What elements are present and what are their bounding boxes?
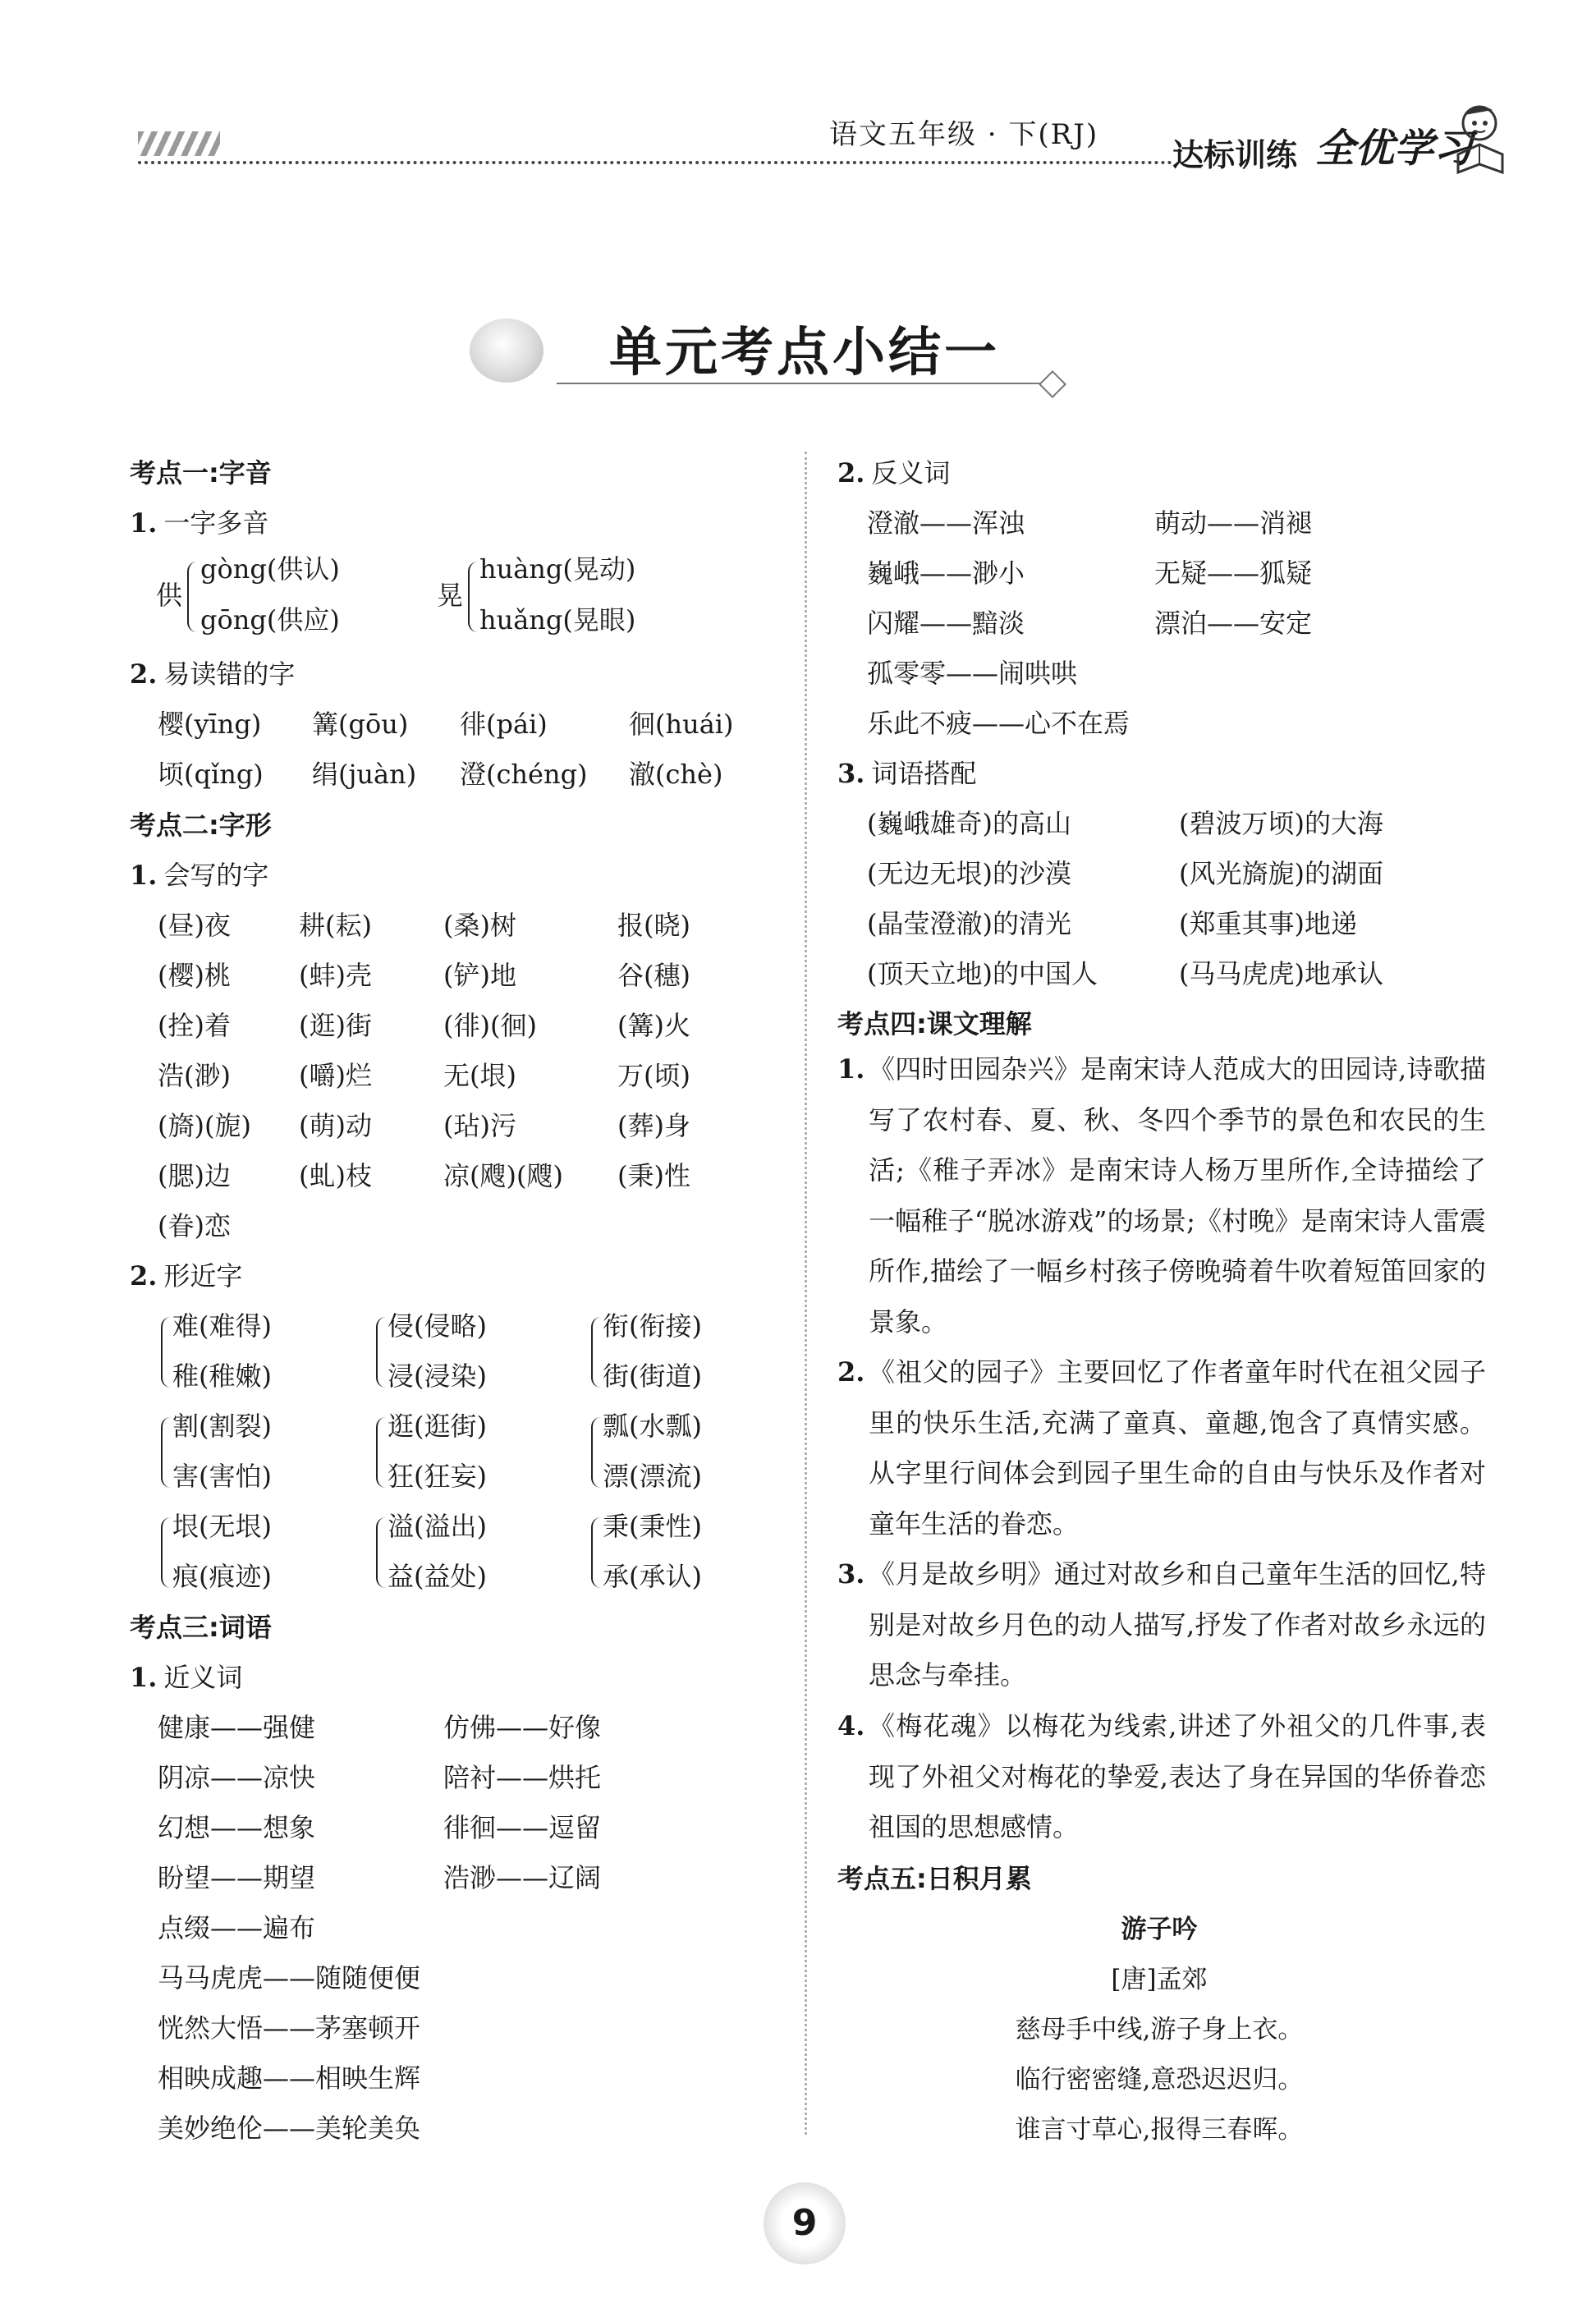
char-item: 凉(飕)(飕) [443,1160,563,1191]
similar-char: 承(承认) [603,1561,702,1592]
subheading-misread [130,654,295,691]
reading-item: 绢(juàn) [312,759,417,790]
title-diamond-ornament [1039,370,1066,398]
reading-item: 樱(yīng) [158,709,262,740]
reading-item: 徊(huái) [629,709,734,740]
subheading-label: 近义词 [163,1662,243,1693]
char-item: (蚌)壳 [299,960,372,991]
reading-item: 篝(gōu) [312,709,409,740]
poem-line: 慈母手中线,游子身上衣。 [1015,2015,1304,2044]
synonym-pair: 陪衬——烘托 [443,1762,602,1793]
char-item: 报(晓) [617,910,690,941]
similar-char: 痕(痕迹) [172,1561,272,1592]
poem-author: [唐]孟郊 [1111,1965,1208,1994]
header-series: 达标训练 [1172,137,1298,173]
similar-char: 街(街道) [603,1360,702,1392]
poem-line: 谁言寸草心,报得三春晖。 [1015,2115,1304,2145]
subheading-number: 3. [837,758,865,789]
synonym-pair: 恍然大悟——茅塞顿开 [158,2012,421,2044]
brace [376,1317,388,1388]
similar-char: 秉(秉性) [603,1511,702,1542]
similar-char: 逛(逛街) [388,1411,487,1442]
char-item: (铲)地 [443,960,516,991]
reading-item: 澈(chè) [629,759,723,790]
collocation-item: (风光旖旎)的湖面 [1179,858,1383,889]
subheading-antonyms [837,452,950,490]
antonym-pair: 漂泊——安定 [1154,608,1313,639]
antonym-pair: 巍峨——渺小 [867,557,1025,589]
subheading-label: 反义词 [871,457,951,489]
brace [376,1417,388,1488]
char-item: (拴)着 [158,1010,231,1041]
char-item: (篝)火 [617,1010,690,1041]
similar-char: 狂(狂妄) [388,1461,487,1492]
brace [591,1517,603,1588]
antonym-pair: 澄澈——浑浊 [867,507,1025,539]
synonym-pair: 相映成趣——相映生辉 [158,2062,421,2094]
page-number: 9 [764,2182,846,2264]
header-brand-logo: 全优学习 [1315,126,1474,172]
similar-char: 割(割裂) [172,1411,272,1442]
subheading-number: 2. [130,658,158,690]
char-item: (徘)(徊) [443,1010,537,1041]
char-item: (腮)边 [158,1160,231,1191]
subheading-collocation [837,753,976,791]
char-item: (樱)桃 [158,960,231,991]
subheading-similar-chars [130,1255,242,1293]
similar-char: 浸(浸染) [388,1360,487,1392]
char-item: (昼)夜 [158,910,231,941]
char-item: (嚼)烂 [299,1060,372,1091]
similar-char: 益(益处) [388,1561,487,1592]
poem-line: 临行密密缝,意恐迟迟归。 [1015,2065,1304,2094]
subheading-number: 1. [130,860,158,891]
char-item: (萌)动 [299,1110,372,1141]
title-bubble-ornament [470,319,543,383]
collocation-item: (碧波万顷)的大海 [1179,808,1383,839]
char-item: 无(垠) [443,1060,516,1091]
page-title: 单元考点小结一 [609,323,1000,383]
synonym-pair: 幻想——想象 [158,1812,316,1843]
synonym-pair: 点缀——遍布 [158,1912,316,1943]
understanding-item [837,1701,1486,1853]
antonym-pair: 无疑——狐疑 [1154,557,1313,589]
char-item: (眷)恋 [158,1210,231,1241]
subheading-polyphone [130,502,268,540]
char-item: (葬)身 [617,1110,690,1141]
pinyin-reading: huàng(晃动) [479,553,636,585]
header-dotted-rule [138,161,1172,164]
similar-char: 害(害怕) [172,1461,272,1492]
item-text: 《梅花魂》以梅花为线索,讲述了外祖父的几件事,表现了外祖父对梅花的挚爱,表达了身在异国的华侨眷恋祖国的思想感情。 [869,1710,1486,1842]
char-item: 耕(耘) [299,910,372,941]
reading-item: 澄(chéng) [460,759,588,790]
antonym-pair: 闪耀——黯淡 [867,608,1025,639]
poem-title: 游子吟 [1121,1915,1198,1944]
brace [187,562,199,632]
subheading-number: 1. [130,507,158,539]
understanding-item [837,1347,1486,1549]
item-text: 《月是故乡明》通过对故乡和自己童年生活的回忆,特别是对故乡月色的动人描写,抒发了作者对故乡永远的思念与牵挂。 [869,1558,1486,1691]
similar-char: 瓢(水瓢) [603,1411,702,1442]
subheading-label: 会写的字 [163,860,269,891]
subheading-number: 1. [130,1662,158,1693]
antonym-pair: 萌动——消褪 [1154,507,1313,539]
brace [161,1417,172,1488]
item-number: 1. [837,1053,865,1085]
char-item: 谷(穗) [617,960,690,991]
understanding-item [837,1044,1486,1347]
synonym-pair: 盼望——期望 [158,1862,316,1893]
char-item: 万(顷) [617,1060,690,1091]
synonym-pair: 阴凉——凉快 [158,1762,316,1793]
brace [161,1317,172,1388]
similar-char: 衔(衔接) [603,1310,702,1342]
pinyin-reading: gòng(供认) [200,553,340,585]
header-stripes [138,131,220,156]
collocation-item: (无边无垠)的沙漠 [867,858,1071,889]
synonym-pair: 徘徊——逗留 [443,1812,602,1843]
antonym-pair: 乐此不疲——心不在焉 [867,708,1130,739]
similar-char: 溢(溢出) [388,1511,487,1542]
similar-char: 漂(漂流) [603,1461,702,1492]
polyphone-char: 供 [156,580,183,611]
similar-char: 垠(无垠) [172,1511,272,1542]
char-item: (玷)污 [443,1110,516,1141]
brace [591,1417,603,1488]
understanding-item [837,1549,1486,1701]
similar-char: 难(难得) [172,1310,272,1342]
antonym-pair: 孤零零——闹哄哄 [867,658,1078,689]
brace [376,1517,388,1588]
section-heading-5: 考点五:日积月累 [837,1863,1032,1894]
synonym-pair: 健康——强健 [158,1712,316,1743]
subheading-synonyms [130,1657,242,1695]
char-item: 浩(渺) [158,1060,231,1091]
reading-item: 顷(qǐng) [158,759,264,790]
subheading-label: 易读错的字 [163,658,296,690]
item-number: 4. [837,1710,865,1741]
brace [468,562,479,632]
mascot-reading-icon [1442,97,1524,179]
reading-item: 徘(pái) [460,709,548,740]
subheading-number: 2. [130,1260,158,1292]
similar-char: 稚(稚嫩) [172,1360,272,1392]
collocation-item: (郑重其事)地递 [1179,908,1357,939]
similar-char: 侵(侵略) [388,1310,487,1342]
subheading-label: 形近字 [163,1260,243,1292]
item-number: 3. [837,1558,865,1590]
item-number: 2. [837,1356,865,1388]
brace [591,1317,603,1388]
char-item: (逛)街 [299,1010,372,1041]
section-heading-4: 考点四:课文理解 [837,1008,1032,1039]
char-item: (桑)树 [443,910,516,941]
pinyin-reading: huǎng(晃眼) [479,604,636,635]
synonym-pair: 美妙绝伦——美轮美奂 [158,2113,421,2144]
synonym-pair: 浩渺——辽阔 [443,1862,602,1893]
char-item: (旖)(旎) [158,1110,251,1141]
section-heading-1: 考点一:字音 [130,457,272,489]
collocation-item: (马马虎虎)地承认 [1179,958,1383,989]
collocation-item: (巍峨雄奇)的高山 [867,808,1071,839]
subheading-label: 词语搭配 [871,758,977,789]
column-divider [805,452,807,2135]
synonym-pair: 马马虎虎——随随便便 [158,1962,421,1994]
collocation-item: (晶莹澄澈)的清光 [867,908,1071,939]
collocation-item: (顶天立地)的中国人 [867,958,1098,989]
title-underline [557,383,1049,384]
section-heading-2: 考点二:字形 [130,810,272,841]
polyphone-char: 晃 [437,580,464,611]
header-subject: 语文五年级 · 下(RJ) [829,118,1099,151]
char-item: (虬)枝 [299,1160,372,1191]
subheading-writing [130,855,268,892]
char-item: (秉)性 [617,1160,690,1191]
item-text: 《四时田园杂兴》是南宋诗人范成大的田园诗,诗歌描写了农村春、夏、秋、冬四个季节的景色和农民的生活;《稚子弄冰》是南宋诗人杨万里所作,全诗描绘了一幅稚子“脱冰游戏”的场景;《村晚》是南宋诗人雷震所作,描绘了一幅乡村孩子傍晚骑着牛吹着短笛回家的景象。 [869,1053,1486,1337]
synonym-pair: 仿佛——好像 [443,1712,602,1743]
pinyin-reading: gōng(供应) [200,604,340,635]
section-heading-3: 考点三:词语 [130,1612,272,1643]
subheading-label: 一字多音 [163,507,269,539]
item-text: 《祖父的园子》主要回忆了作者童年时代在祖父园子里的快乐生活,充满了童真、童趣,饱含了真情实感。从字里行间体会到园子里生命的自由与快乐及作者对童年生活的眷恋。 [869,1356,1486,1539]
subheading-number: 2. [837,457,865,489]
brace [161,1517,172,1588]
